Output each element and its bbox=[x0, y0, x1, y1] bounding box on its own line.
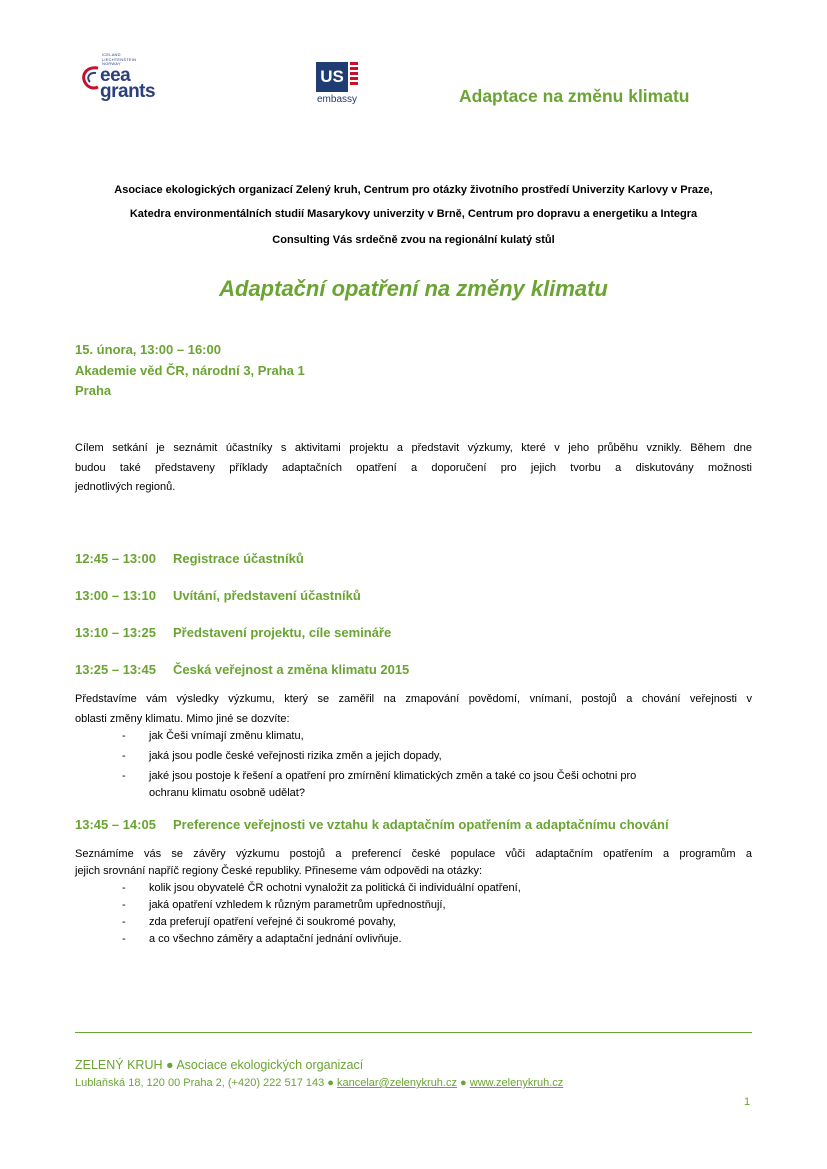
section2-line-2: jejich srovnání napříč regiony České republiky. Přineseme vám odpovědi na otázky: bbox=[75, 865, 482, 877]
agenda-title: Česká veřejnost a změna klimatu 2015 bbox=[173, 662, 410, 677]
list-item: - jaké jsou postoje k řešení a opatření pro zmírnění klimatických změn a také co jsou Češi ochotni pro bbox=[122, 770, 637, 782]
footer-contact: Lublaňská 18, 120 00 Praha 2, (+420) 222 517 143 ● kancelar@zelenykruh.cz ● www.zelenykruh.cz bbox=[75, 1077, 564, 1089]
agenda-item bbox=[75, 551, 304, 566]
agenda-time: 13:25 – 13:45 bbox=[75, 662, 156, 677]
list-item: - jak Češi vnímají změnu klimatu, bbox=[122, 730, 304, 742]
event-city: Praha bbox=[75, 383, 112, 398]
list-item-continuation: ochranu klimatu osobně udělat? bbox=[149, 787, 305, 799]
purpose-line-3: jednotlivých regionů. bbox=[75, 481, 176, 493]
section2-bullet-list bbox=[75, 880, 752, 948]
section1-paragraph bbox=[75, 690, 752, 729]
agenda-time: 13:00 – 13:10 bbox=[75, 588, 156, 603]
agenda-title: Registrace účastníků bbox=[173, 551, 304, 566]
page-number: 1 bbox=[744, 1096, 751, 1108]
agenda-time: 13:10 – 13:25 bbox=[75, 625, 156, 640]
purpose-paragraph bbox=[75, 439, 752, 498]
footer-email-link[interactable]: kancelar@zelenykruh.cz bbox=[336, 1077, 457, 1089]
us-logo-stripes bbox=[350, 62, 358, 92]
event-date: 15. února, 13:00 – 16:00 bbox=[75, 342, 221, 357]
agenda-time: 13:45 – 14:05 bbox=[75, 817, 156, 832]
us-logo-caption: embassy bbox=[317, 94, 358, 105]
agenda-item bbox=[75, 662, 409, 677]
agenda-time: 12:45 – 13:00 bbox=[75, 551, 156, 566]
agenda-item bbox=[75, 588, 361, 603]
eea-logo-mark bbox=[80, 64, 102, 92]
footer-divider bbox=[75, 1032, 752, 1033]
section1-line-1: Představíme vám výsledky výzkumu, který se zaměřil na zmapování povědomí, vnímaní, postojů a chování veřejnosti v bbox=[75, 693, 752, 705]
list-item: - jaká opatření vzhledem k různým parametrům upřednostňují, bbox=[122, 899, 446, 911]
agenda-title: Uvítání, představení účastníků bbox=[173, 588, 361, 603]
section1-bullet-list bbox=[75, 727, 752, 802]
eea-grants-logo bbox=[80, 50, 170, 104]
list-item: - jaká jsou podle české veřejnosti rizika změn a jejich dopady, bbox=[122, 749, 442, 762]
header-title: Adaptace na změnu klimatu bbox=[459, 86, 690, 106]
eea-logo-text: eea bbox=[100, 65, 131, 86]
event-venue: Akademie věd ČR, národní 3, Praha 1 bbox=[75, 363, 305, 378]
purpose-line-1: Cílem setkání je seznámit účastníky s aktivitami projektu a představit výzkumy, které v jeho průběhu vznikly. Během dne bbox=[75, 442, 752, 454]
us-embassy-logo bbox=[316, 62, 364, 108]
eea-logo-countries: ICELAND LIECHTENSTEIN NORWAY bbox=[102, 52, 137, 66]
footer-web-link[interactable]: www.zelenykruh.cz bbox=[469, 1077, 564, 1089]
footer-address: Lublaňská 18, 120 00 Praha 2, (+420) 222 517 143 ● bbox=[75, 1077, 337, 1089]
list-item: - kolik jsou obyvatelé ČR ochotni vynaložit za politická či individuální opatření, bbox=[122, 882, 521, 894]
event-title: Adaptační opatření na změny klimatu bbox=[219, 276, 608, 301]
agenda-title: Představení projektu, cíle semináře bbox=[173, 625, 392, 640]
grants-logo-text: grants bbox=[100, 81, 156, 102]
section2-paragraph bbox=[75, 846, 752, 880]
intro-line-3: Consulting Vás srdečně zvou na regionální kulatý stůl bbox=[272, 234, 555, 246]
intro-line-1: Asociace ekologických organizací Zelený kruh, Centrum pro otázky životního prostředí Univerzity Karlovy v Praze, bbox=[114, 184, 713, 196]
agenda-title: Preference veřejnosti ve vztahu k adaptačním opatřením a adaptačnímu chování bbox=[173, 817, 669, 832]
section2-line-1: Seznámíme vás se závěry výzkumu postojů a preferencí české populace vůči adaptačním opatřením a programům a bbox=[75, 848, 752, 860]
agenda-item bbox=[75, 817, 669, 832]
intro-line-2: Katedra environmentálních studií Masarykovy univerzity v Brně, Centrum pro dopravu a energetiku a Integra bbox=[129, 208, 698, 220]
list-item: - a co všechno záměry a adaptační jednání ovlivňuje. bbox=[122, 933, 402, 945]
list-item: - zda preferují opatření veřejné či soukromé povahy, bbox=[122, 916, 396, 928]
agenda-item bbox=[75, 625, 391, 640]
section1-line-2: oblasti změny klimatu. Mimo jiné se dozvíte: bbox=[75, 712, 290, 725]
footer-organization: ZELENÝ KRUH ● Asociace ekologických organizací bbox=[75, 1058, 364, 1072]
purpose-line-2: budou také představeny příklady adaptačních opatření a doporučení pro jejich tvorbu a diskutovány možnosti bbox=[75, 461, 752, 474]
us-logo-box: US bbox=[316, 62, 348, 92]
